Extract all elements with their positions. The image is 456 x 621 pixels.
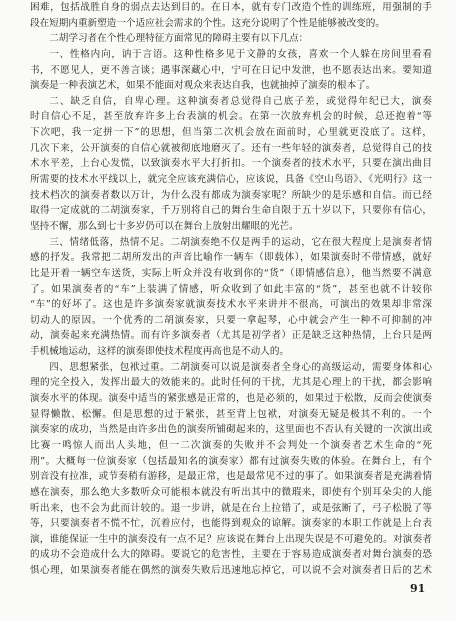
text-line: 等，只要演奏者不慌不忙，沉着应付，也能得到观众的谅解。演奏家的本职工作就是上台表 bbox=[30, 518, 432, 530]
text-line: 感在演奏，那么绝大多数听众可能根本就没有听出其中的微瑕来，即使有个别耳朵尖的人能 bbox=[30, 486, 432, 498]
text-line: 刑”。大概每一位演奏家（包括最知名的演奏家）都有过演奏失败的体验。在舞台上，有个 bbox=[30, 455, 432, 467]
text-line: 惧心理，如果演奏者能在偶然的演奏失败后迅速地忘掉它，可以说不会对演奏者日后的艺术 bbox=[30, 565, 432, 577]
page-number: 91 bbox=[410, 582, 426, 595]
paragraph-intro bbox=[30, 31, 432, 47]
paragraph-point-3 bbox=[30, 235, 432, 360]
text-line: 别音没有拉准，或节奏稍有游移，是最正常，也是最常见不过的事了。如果演奏者是充满着情 bbox=[30, 471, 432, 483]
text-line: 感的抒发。我常把二胡所发出的声音比喻作一辆车（即载体），如果演奏时不带情感，就好 bbox=[30, 252, 432, 264]
text-line: 技术档次的演奏者数以万计，为什么没有都成为演奏家呢？所缺少的是乐感和自信。而已经 bbox=[30, 189, 432, 201]
text-line: 演，谁能保证一生中的演奏没有一点不足？应该说在舞台上出现失误是不可避免的。对演奏者 bbox=[30, 533, 432, 545]
text-line: 的成功不会造成什么大的障碍。要说它的危害性，主要在于容易造成演奏者对舞台演奏的恐 bbox=[30, 549, 432, 561]
paragraph-point-2 bbox=[30, 94, 432, 235]
text-line: 听出来，也不会为此而计较的。退一步讲，就是在台上拉错了，或是弦断了，弓子松脱了等 bbox=[30, 502, 432, 514]
text-line: 取得一定成就的二胡演奏家，千万别将自己的舞台生命自限于五十岁以下，只要你有信心， bbox=[30, 205, 432, 217]
text-line: 切动人的原因。一个优秀的二胡演奏家，只要一拿起琴，心中就会产生一种不可抑制的冲 bbox=[30, 314, 432, 326]
text-line: 动，演奏起来充满热情。而有许多演奏者（尤其是初学者）正是缺乏这种热情，上台只是两 bbox=[30, 330, 432, 342]
text-line: 时自信心不足，甚至放弃许多上台表演的机会。在第一次放弃机会的时候，总还抱着“等 bbox=[30, 111, 432, 123]
text-line: 困难，包括战胜自身的弱点去达到目的。在日本，就有专门改造个性的训练班，用强制的手 bbox=[30, 2, 432, 13]
text-line: 演奏是一种表演艺术，如果不能面对观众来表达自我，也就抽掉了演奏的根本了。 bbox=[30, 80, 376, 92]
text-line: 演奏水平的体现。演奏中适当的紧张感是正常的，也是必须的，如果过于松散，反而会使演奏 bbox=[30, 393, 432, 405]
text-line: 理的完全投入，发挥出最大的效能来的。此时任何的干扰，尤其是心理上的干扰，都会影响 bbox=[30, 377, 432, 389]
text-line: 了。如果演奏者的“车”上装满了情感，听众收到了如此丰富的“货”，甚至也就不计较你 bbox=[30, 283, 432, 295]
text-line: 书，不愿见人，更不善言谈；遇事深藏心中，宁可在日记中发泄，也不愿表达出来。要知道 bbox=[30, 64, 432, 76]
text-line: 二、缺乏自信，自卑心理。这种演奏者总觉得自己底子差，或觉得年纪已大，演奏 bbox=[49, 95, 432, 107]
text-line: 一、性格内向，讷于言语。这种性格多见于文静的女孩，喜欢一个人躲在房间里看看 bbox=[49, 48, 432, 60]
paragraph-continued bbox=[30, 0, 432, 31]
text-line: 手机械地运动，这样的演奏即使技术程度再高也是不动人的。 bbox=[30, 346, 290, 358]
text-line: 三、情绪低落，热情不足。二胡演奏绝不仅是两手的运动，它在很大程度上是演奏者情 bbox=[49, 236, 432, 248]
text-line: 段在短期内重新塑造一个适应社会需求的个性。这充分说明了个性是能够被改变的。 bbox=[30, 17, 385, 29]
paragraph-point-4 bbox=[30, 360, 432, 579]
text-line: 术水平差，上台心发慌，以致演奏水平大打折扣。一个演奏者的技术水平，只要在演出曲目 bbox=[30, 158, 432, 170]
text-line: 比是开着一辆空车送货，实际上听众并没有收到你的“货”（即情感信息），他当然要不满意 bbox=[30, 267, 432, 279]
text-line: 二胡学习者在个性心理特征方面常见的障碍主要有以下几点： bbox=[49, 33, 309, 45]
book-page bbox=[30, 0, 432, 579]
text-line: 所需要的技术水平线以上，就完全应该充满信心，应该说，具备《空山鸟语》、《光明行》这一 bbox=[30, 174, 432, 186]
text-line: 几次下来，公开演奏的自信心就被彻底地磨灭了。还有一些年轻的演奏者，总觉得自己的技 bbox=[30, 142, 432, 154]
paragraph-point-1 bbox=[30, 47, 432, 94]
text-line: 显得懒散、松懈。但是思想的过于紧张，甚至背上包袱，对演奏无疑是极其不利的。一个 bbox=[30, 408, 432, 420]
text-line: 比赛一鸣惊人而出人头地，但一二次演奏的失败并不会判处一个演奏者艺术生命的“死 bbox=[30, 439, 432, 451]
text-line: 坚持不懈，那么到七十多岁仍可以在舞台上放射出耀眼的光芒。 bbox=[30, 220, 299, 232]
text-line: “车”的好坏了。这也是许多演奏家就演奏技术水平来讲并不很高，可演出的效果却非常深 bbox=[30, 299, 432, 311]
text-line: 下次吧，我一定拼一下”的思想，但当第二次机会放在面前时，心里就更没底了。这样， bbox=[30, 127, 432, 139]
text-line: 四、思想紧张，包袱过重。二胡演奏可以说是演奏者全身心的高级运动，需要身体和心 bbox=[49, 361, 432, 373]
text-line: 演奏家的成功，当然是由许多出色的演奏所铺砌起来的，这里面也不否认有关键的一次演出或 bbox=[30, 424, 432, 436]
